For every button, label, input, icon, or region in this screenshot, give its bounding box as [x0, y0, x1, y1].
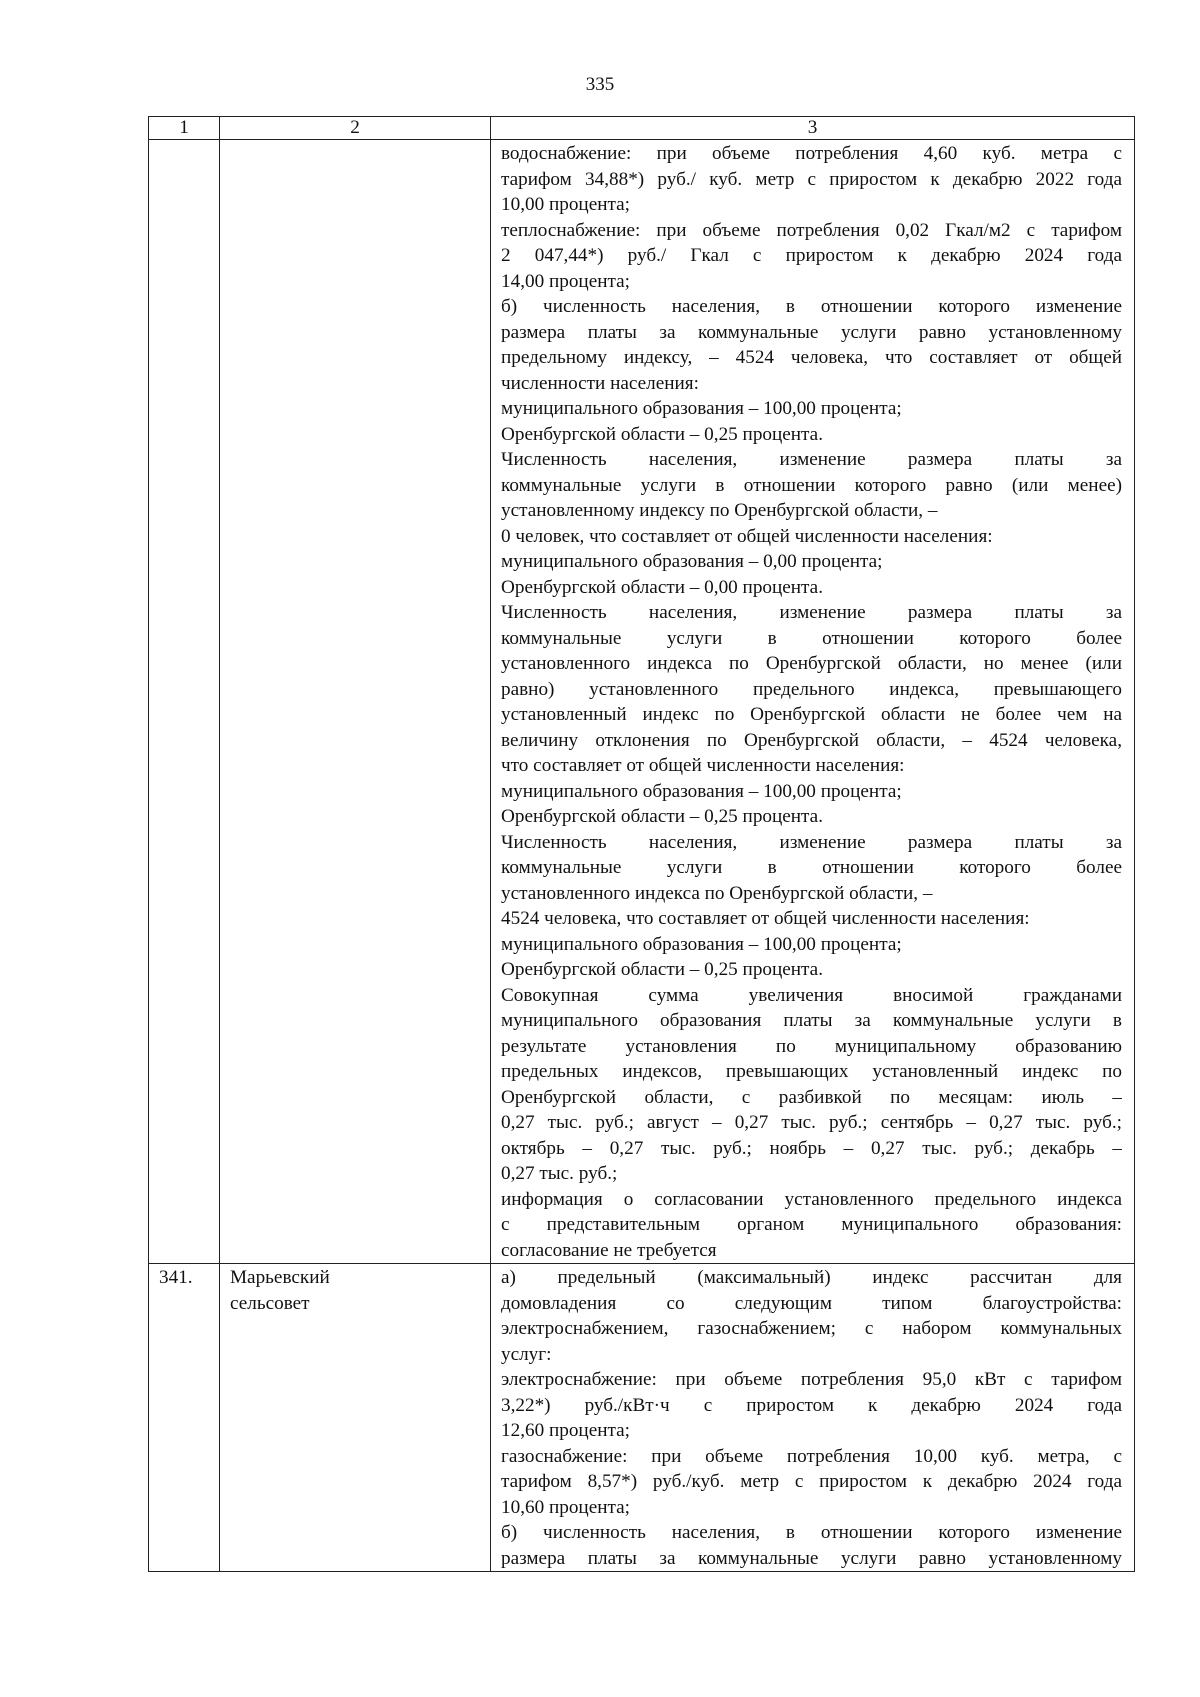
text-line: Оренбургской области, с разбивкой по месяцам: июль –	[501, 1086, 1122, 1108]
text-line: Оренбургской области – 0,25 процента.	[501, 806, 823, 827]
row-description-cell	[491, 140, 1135, 1264]
table-header-row	[149, 117, 1135, 140]
text-line: что составляет от общей численности населения:	[501, 755, 905, 776]
text-line: установленному индексу по Оренбургской области, –	[501, 500, 938, 521]
text-line: водоснабжение: при объеме потребления 4,60 куб. метра с	[501, 143, 1122, 164]
text-line: коммунальные услуги в отношении которого более	[501, 857, 1122, 878]
text-line: октябрь – 0,27 тыс. руб.; ноябрь – 0,27 тыс. руб.; декабрь –	[501, 1137, 1122, 1159]
text-line: тарифом 8,57*) руб./куб. метр с приростом к декабрю 2024 года	[501, 1471, 1122, 1492]
text-line: 4524 человека, что составляет от общей численности населения:	[501, 908, 1030, 929]
text-line: 3,22*) руб./кВт·ч с приростом к декабрю 2024 года	[501, 1394, 1122, 1416]
text-line: услуг:	[501, 1343, 552, 1365]
row-name-cell-empty	[220, 140, 491, 1264]
text-line: теплоснабжение: при объеме потребления 0,02 Гкал/м2 с тарифом	[501, 219, 1122, 241]
text-line: коммунальные услуги в отношении которого более	[501, 627, 1122, 649]
text-line: 12,60 процента;	[501, 1420, 630, 1441]
text-line: муниципального образования платы за коммунальные услуги в	[501, 1010, 1122, 1031]
text-line: 14,00 процента;	[501, 270, 630, 292]
municipality-name-line-1: Марьевский	[230, 1267, 330, 1288]
text-line: Оренбургской области – 0,25 процента.	[501, 423, 823, 445]
text-line: 10,60 процента;	[501, 1496, 630, 1518]
text-line: 2 047,44*) руб./ Гкал с приростом к декабрю 2024 года	[501, 245, 1122, 266]
page-number: 335	[585, 74, 615, 95]
text-line: Оренбургской области – 0,25 процента.	[501, 959, 823, 980]
municipality-index-table	[148, 116, 1135, 1572]
text-line: муниципального образования – 100,00 процента;	[501, 398, 902, 419]
table-row-341	[149, 1264, 1135, 1572]
text-line: результате установления по муниципальному образованию	[501, 1035, 1122, 1057]
text-line: а) предельный (максимальный) индекс рассчитан для	[501, 1267, 1122, 1288]
text-line: 10,00 процента;	[501, 194, 630, 215]
text-line: Численность населения, изменение размера платы за	[501, 449, 1122, 470]
text-line: размера платы за коммунальные услуги равно установленному	[501, 1547, 1122, 1569]
text-line: газоснабжение: при объеме потребления 10,00 куб. метра, с	[501, 1445, 1122, 1467]
text-line: электроснабжение: при объеме потребления 95,0 кВт с тарифом	[501, 1369, 1122, 1390]
text-line: б) численность населения, в отношении которого изменение	[501, 1522, 1122, 1543]
text-line: муниципального образования – 100,00 процента;	[501, 780, 902, 802]
row-name-cell	[220, 1264, 491, 1572]
text-line: Совокупная сумма увеличения вносимой гражданами	[501, 984, 1122, 1006]
text-line: равно) установленного предельного индекса, превышающего	[501, 678, 1122, 700]
row-number-cell: 341.	[149, 1264, 220, 1572]
header-col-1: 1	[149, 117, 220, 140]
text-line: информация о согласовании установленного предельного индекса	[501, 1188, 1122, 1210]
table-row-continued	[149, 140, 1135, 1264]
text-line: размера платы за коммунальные услуги равно установленному	[501, 321, 1122, 343]
text-line: коммунальные услуги в отношении которого равно (или менее)	[501, 474, 1122, 496]
text-line: Численность населения, изменение размера платы за	[501, 831, 1122, 853]
text-line: согласование не требуется	[501, 1239, 717, 1261]
text-line: предельному индексу, – 4524 человека, что составляет от общей	[501, 347, 1122, 368]
text-line: муниципального образования – 0,00 процента;	[501, 551, 883, 572]
text-line: установленного индекса по Оренбургской области, но менее (или	[501, 653, 1122, 674]
text-line: 0,27 тыс. руб.;	[501, 1163, 618, 1184]
text-line: б) численность населения, в отношении которого изменение	[501, 296, 1122, 317]
text-line: 0,27 тыс. руб.; август – 0,27 тыс. руб.; сентябрь – 0,27 тыс. руб.;	[501, 1112, 1122, 1133]
text-line: с представительным органом муниципального образования:	[501, 1214, 1122, 1235]
row-description-cell	[491, 1264, 1135, 1572]
text-line: численности населения:	[501, 372, 699, 394]
text-line: Оренбургской области – 0,00 процента.	[501, 576, 823, 598]
text-line: установленного индекса по Оренбургской области, –	[501, 882, 933, 904]
row-number-cell-empty	[149, 140, 220, 1264]
text-line: установленный индекс по Оренбургской области не более чем на	[501, 704, 1122, 725]
text-line: домовладения со следующим типом благоустройства:	[501, 1292, 1122, 1314]
text-line: Численность населения, изменение размера платы за	[501, 602, 1122, 623]
text-line: тарифом 34,88*) руб./ куб. метр с приростом к декабрю 2022 года	[501, 168, 1122, 190]
text-line: электроснабжением, газоснабжением; с набором коммунальных	[501, 1318, 1122, 1339]
municipality-name-line-2: сельсовет	[230, 1292, 310, 1314]
text-line: величину отклонения по Оренбургской области, – 4524 человека,	[501, 729, 1122, 751]
text-line: предельных индексов, превышающих установленный индекс по	[501, 1061, 1122, 1082]
header-col-2: 2	[220, 117, 491, 140]
text-line: муниципального образования – 100,00 процента;	[501, 933, 902, 955]
text-line: 0 человек, что составляет от общей численности населения:	[501, 525, 993, 547]
header-col-3: 3	[491, 117, 1135, 140]
